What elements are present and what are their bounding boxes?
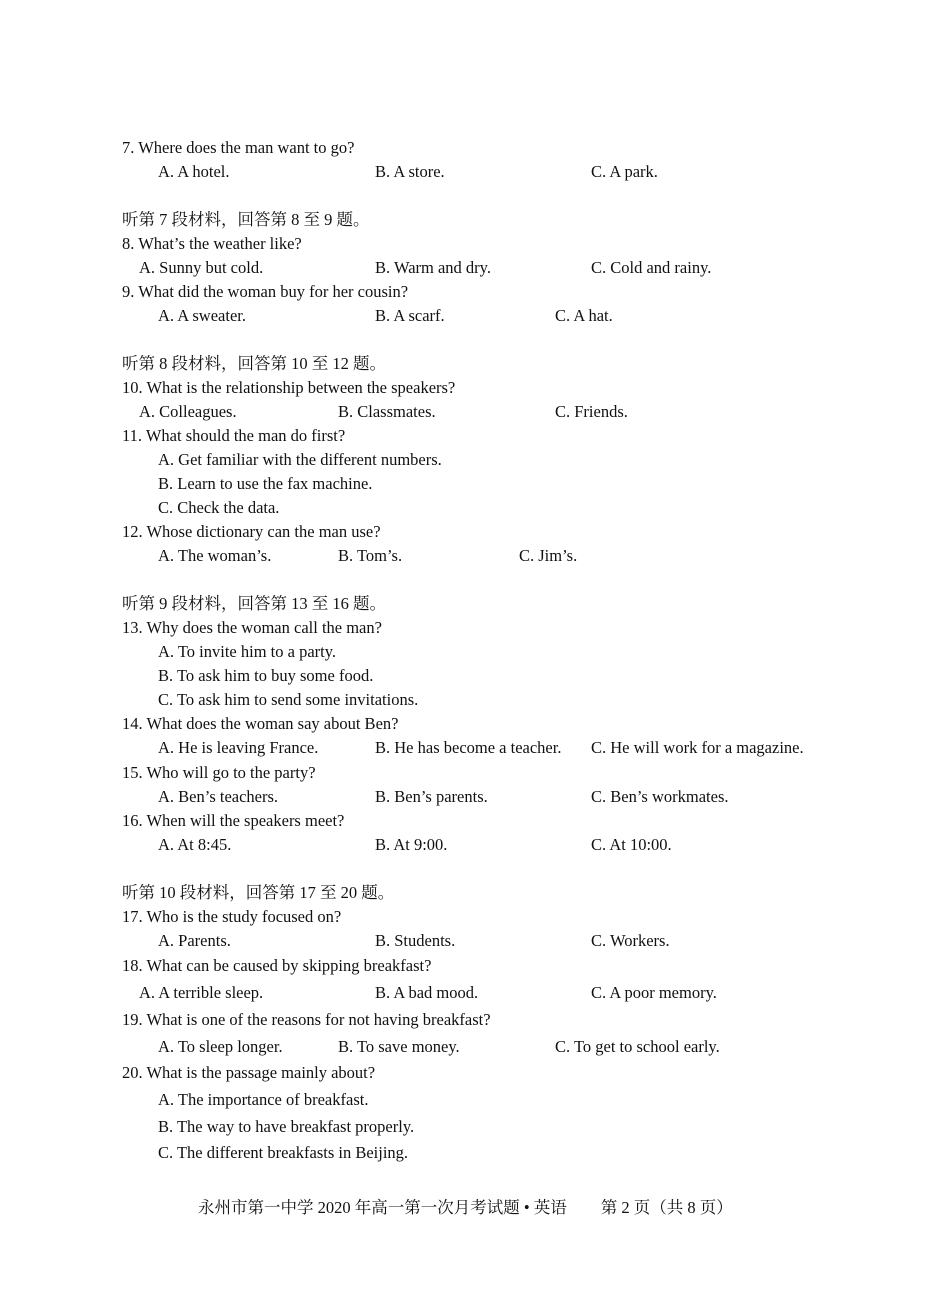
- section-heading-10: 听第 10 段材料，回答第 17 至 20 题。: [122, 883, 395, 902]
- question-19: 19. What is one of the reasons for not having breakfast?: [122, 1010, 491, 1029]
- q11-option-b: B. Learn to use the fax machine.: [158, 474, 373, 493]
- q10-option-c: C. Friends.: [555, 402, 628, 421]
- q9-option-b: B. A scarf.: [375, 306, 445, 325]
- q9-option-a: A. A sweater.: [158, 306, 246, 325]
- q17-option-c: C. Workers.: [591, 931, 670, 950]
- q14-option-a: A. He is leaving France.: [158, 738, 319, 757]
- q11-option-a: A. Get familiar with the different numbers.: [158, 450, 442, 469]
- q13-option-b: B. To ask him to buy some food.: [158, 666, 374, 685]
- question-9: 9. What did the woman buy for her cousin?: [122, 282, 409, 301]
- question-14: 14. What does the woman say about Ben?: [122, 714, 399, 733]
- q8-option-b: B. Warm and dry.: [375, 258, 491, 277]
- q20-option-a: A. The importance of breakfast.: [158, 1090, 369, 1109]
- q16-option-a: A. At 8:45.: [158, 835, 232, 854]
- section-heading-7: 听第 7 段材料，回答第 8 至 9 题。: [122, 210, 370, 229]
- footer-page-number: 第 2 页（共 8 页）: [600, 1198, 733, 1217]
- q13-option-a: A. To invite him to a party.: [158, 642, 337, 661]
- q19-option-a: A. To sleep longer.: [158, 1037, 283, 1056]
- q20-option-c: C. The different breakfasts in Beijing.: [158, 1143, 409, 1162]
- q17-option-a: A. Parents.: [158, 931, 231, 950]
- q14-option-b: B. He has become a teacher.: [375, 738, 562, 757]
- question-15: 15. Who will go to the party?: [122, 763, 316, 782]
- q15-option-b: B. Ben’s parents.: [375, 787, 488, 806]
- q10-option-b: B. Classmates.: [338, 402, 436, 421]
- section-heading-8: 听第 8 段材料，回答第 10 至 12 题。: [122, 354, 386, 373]
- q19-option-b: B. To save money.: [338, 1037, 460, 1056]
- question-11: 11. What should the man do first?: [122, 426, 346, 445]
- q12-option-a: A. The woman’s.: [158, 546, 272, 565]
- q12-option-c: C. Jim’s.: [519, 546, 578, 565]
- q7-option-b: B. A store.: [375, 162, 445, 181]
- q9-option-c: C. A hat.: [555, 306, 613, 325]
- q15-option-a: A. Ben’s teachers.: [158, 787, 279, 806]
- q11-option-c: C. Check the data.: [158, 498, 280, 517]
- q17-option-b: B. Students.: [375, 931, 456, 950]
- page-footer: [198, 1198, 733, 1218]
- question-7: 7. Where does the man want to go?: [122, 138, 355, 157]
- q20-option-b: B. The way to have breakfast properly.: [158, 1117, 415, 1136]
- footer-title: 永州市第一中学 2020 年高一第一次月考试题 • 英语: [198, 1198, 567, 1217]
- question-20: 20. What is the passage mainly about?: [122, 1063, 376, 1082]
- q8-option-a: A. Sunny but cold.: [139, 258, 264, 277]
- question-16: 16. When will the speakers meet?: [122, 811, 345, 830]
- question-10: 10. What is the relationship between the speakers?: [122, 378, 456, 397]
- question-18: 18. What can be caused by skipping breakfast?: [122, 956, 432, 975]
- q8-option-c: C. Cold and rainy.: [591, 258, 712, 277]
- q7-option-c: C. A park.: [591, 162, 658, 181]
- q15-option-c: C. Ben’s workmates.: [591, 787, 729, 806]
- q12-option-b: B. Tom’s.: [338, 546, 403, 565]
- q13-option-c: C. To ask him to send some invitations.: [158, 690, 419, 709]
- q16-option-b: B. At 9:00.: [375, 835, 448, 854]
- q19-option-c: C. To get to school early.: [555, 1037, 720, 1056]
- q18-option-a: A. A terrible sleep.: [139, 983, 264, 1002]
- q10-option-a: A. Colleagues.: [139, 402, 237, 421]
- q18-option-c: C. A poor memory.: [591, 983, 717, 1002]
- q7-option-a: A. A hotel.: [158, 162, 230, 181]
- question-17: 17. Who is the study focused on?: [122, 907, 342, 926]
- question-8: 8. What’s the weather like?: [122, 234, 302, 253]
- q16-option-c: C. At 10:00.: [591, 835, 672, 854]
- section-heading-9: 听第 9 段材料，回答第 13 至 16 题。: [122, 594, 386, 613]
- q18-option-b: B. A bad mood.: [375, 983, 479, 1002]
- question-12: 12. Whose dictionary can the man use?: [122, 522, 381, 541]
- question-13: 13. Why does the woman call the man?: [122, 618, 382, 637]
- q14-option-c: C. He will work for a magazine.: [591, 738, 804, 757]
